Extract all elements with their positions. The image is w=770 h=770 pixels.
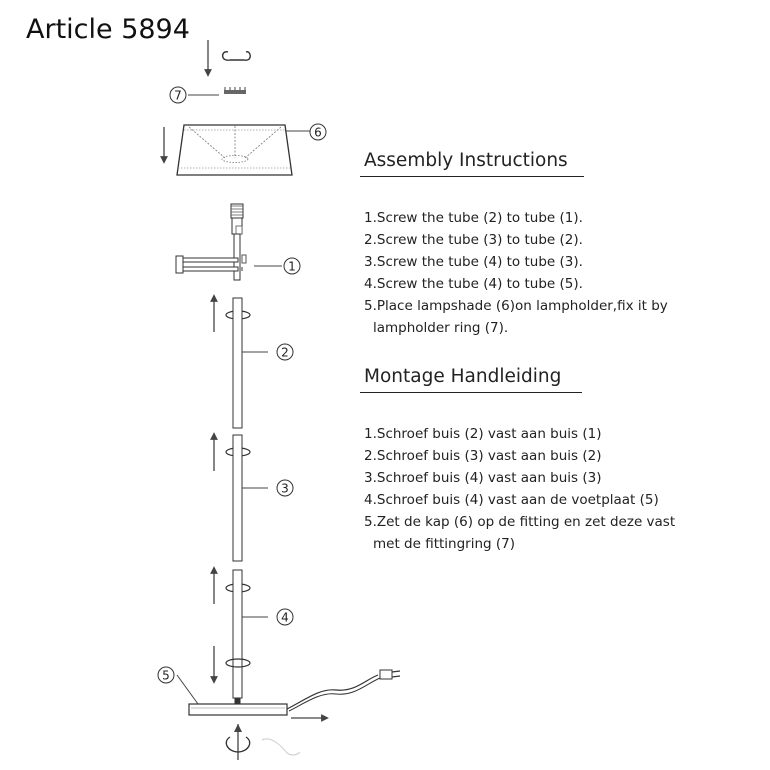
montage-step: 2.Schroef buis (3) vast aan buis (2)	[364, 448, 602, 464]
assembly-steps-list	[364, 207, 668, 339]
callout-4	[277, 609, 293, 625]
svg-text:6: 6	[314, 125, 322, 140]
ring-part-7	[188, 87, 246, 95]
tube-3	[226, 435, 268, 561]
assembly-step: 4.Screw the tube (4) to tube (5).	[364, 276, 583, 292]
article-title: Article 5894	[26, 14, 190, 45]
tube-2	[226, 298, 268, 428]
callout-2	[277, 344, 293, 360]
callout-5	[158, 667, 174, 683]
lampshade	[177, 125, 310, 175]
montage-handleiding-heading	[364, 366, 561, 387]
assembly-step: 5.Place lampshade (6)on lampholder,fix it by	[364, 298, 668, 314]
power-cord	[287, 670, 400, 711]
montage-handleiding-heading-text: Montage Handleiding	[364, 366, 562, 387]
montage-step: 1.Schroef buis (2) vast aan buis (1)	[364, 426, 602, 442]
heading-underline	[360, 176, 584, 177]
montage-step: 3.Schroef buis (4) vast aan buis (3)	[364, 470, 602, 486]
svg-text:2: 2	[281, 345, 289, 360]
assembly-step: 1.Screw the tube (2) to tube (1).	[364, 210, 583, 226]
svg-text:7: 7	[174, 88, 182, 103]
tube-4	[226, 570, 268, 698]
montage-step: 4.Schroef buis (4) vast aan de voetplaat (5)	[364, 492, 659, 508]
assembly-instructions-heading-text: Assembly Instructions	[364, 150, 568, 171]
heading-underline	[360, 392, 582, 393]
lamp-head	[176, 204, 282, 280]
assembly-step-continuation: lampholder ring (7).	[373, 320, 509, 336]
svg-text:3: 3	[281, 481, 289, 496]
callout-6	[310, 124, 326, 140]
callout-1	[284, 258, 300, 274]
rotation-icon	[226, 724, 300, 760]
assembly-step: 3.Screw the tube (4) to tube (3).	[364, 254, 583, 270]
callout-3	[277, 480, 293, 496]
svg-text:5: 5	[162, 668, 170, 683]
callout-7	[170, 87, 186, 103]
montage-step-continuation: met de fittingring (7)	[373, 536, 516, 552]
assembly-instructions-heading	[364, 150, 568, 171]
lampholder-ring	[223, 52, 251, 60]
base-plate	[177, 675, 287, 715]
svg-text:4: 4	[281, 610, 289, 625]
montage-step: 5.Zet de kap (6) op de fitting en zet deze vast	[364, 514, 676, 530]
montage-steps-list	[364, 423, 675, 555]
assembly-step: 2.Screw the tube (3) to tube (2).	[364, 232, 583, 248]
svg-text:1: 1	[288, 259, 296, 274]
